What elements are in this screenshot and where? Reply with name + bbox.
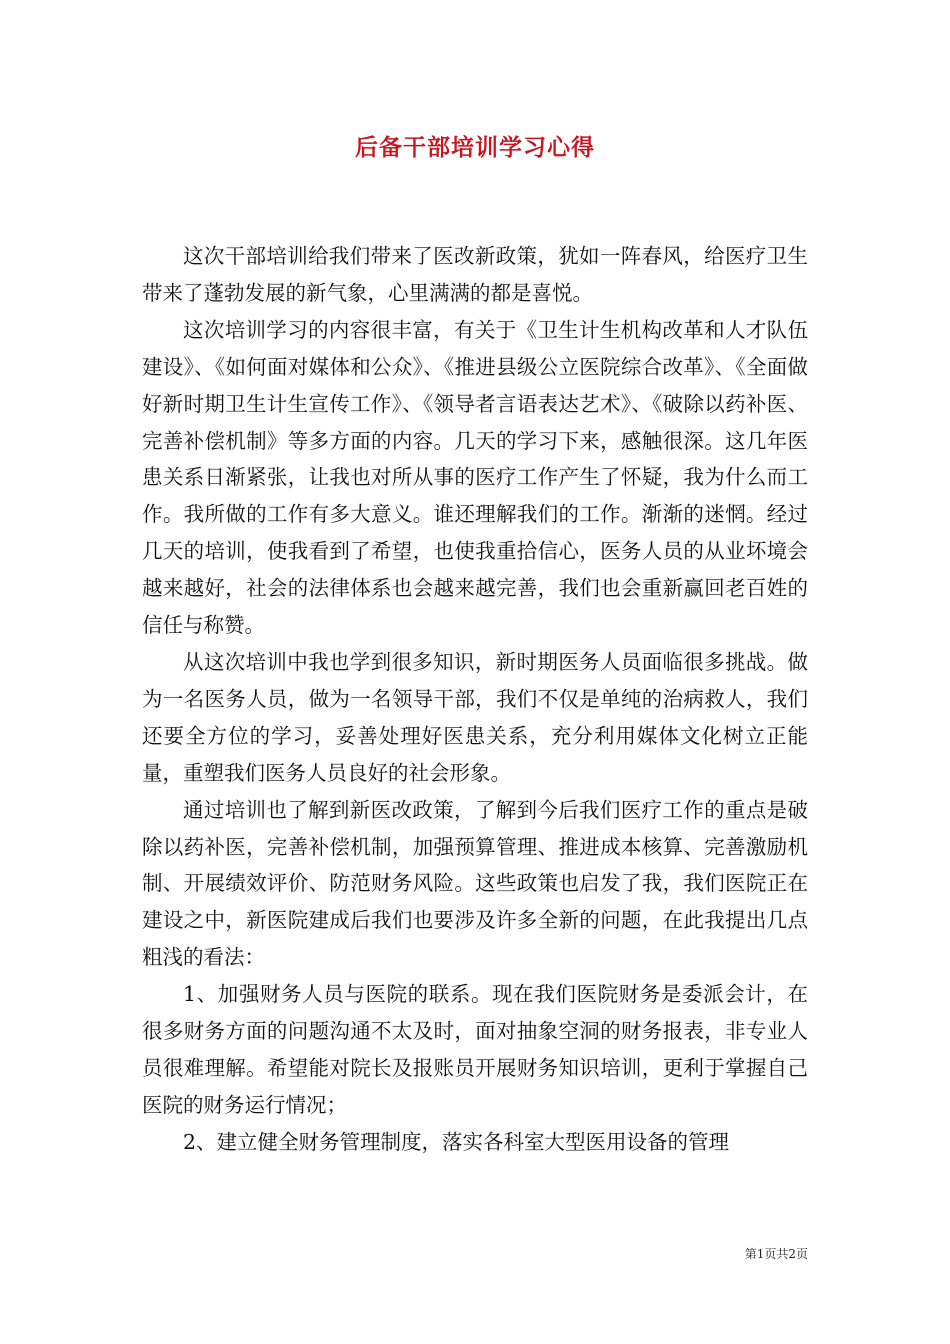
document-title: 后备干部培训学习心得 xyxy=(355,135,595,161)
paragraph: 2、建立健全财务管理制度，落实各科室大型医用设备的管理 xyxy=(183,1129,730,1154)
paragraph: 1、加强财务人员与医院的联系。现在我们医院财务是委派会计，在很多财务方面的问题沟通不太及时，面对抽象空洞的财务报表，非专业人员很难理解。希望能对院长及报账员开展财务知识培训，更利于掌握自己医院的财务运行情况； xyxy=(142,982,808,1117)
paragraph: 这次培训学习的内容很丰富，有关于《卫生计生机构改革和人才队伍建设》、《如何面对媒体和公众》、《推进县级公立医院综合改革》、《全面做好新时期卫生计生宣传工作》、《领导者言语表达艺术》、《破除以药补医、完善补偿机制》等多方面的内容。几天的学习下来，感触很深。这几年医患关系日渐紧张，让我也对所从事的医疗工作产生了怀疑，我为什么而工作。我所做的工作有多大意义。谁还理解我们的工作。渐渐的迷惘。经过几天的培训，使我看到了希望，也使我重拾信心，医务人员的从业坏境会越来越好，社会的法律体系也会越来越完善，我们也会重新赢回老百姓的信任与称赞。 xyxy=(142,317,808,638)
document-body xyxy=(142,238,808,1161)
paragraph: 这次干部培训给我们带来了医改新政策，犹如一阵春风，给医疗卫生带来了蓬勃发展的新气象，心里满满的都是喜悦。 xyxy=(142,244,808,305)
paragraph: 通过培训也了解到新医改政策，了解到今后我们医疗工作的重点是破除以药补医，完善补偿机制，加强预算管理、推进成本核算、完善激励机制、开展绩效评价、防范财务风险。这些政策也启发了我，我们医院正在建设之中，新医院建成后我们也要涉及许多全新的问题，在此我提出几点粗浅的看法： xyxy=(142,797,808,970)
page-number: 第1页共2页 xyxy=(744,1247,808,1261)
paragraph: 从这次培训中我也学到很多知识，新时期医务人员面临很多挑战。做为一名医务人员，做为一名领导干部，我们不仅是单纯的治病救人，我们还要全方位的学习，妥善处理好医患关系，充分利用媒体文化树立正能量，重塑我们医务人员良好的社会形象。 xyxy=(142,649,808,785)
